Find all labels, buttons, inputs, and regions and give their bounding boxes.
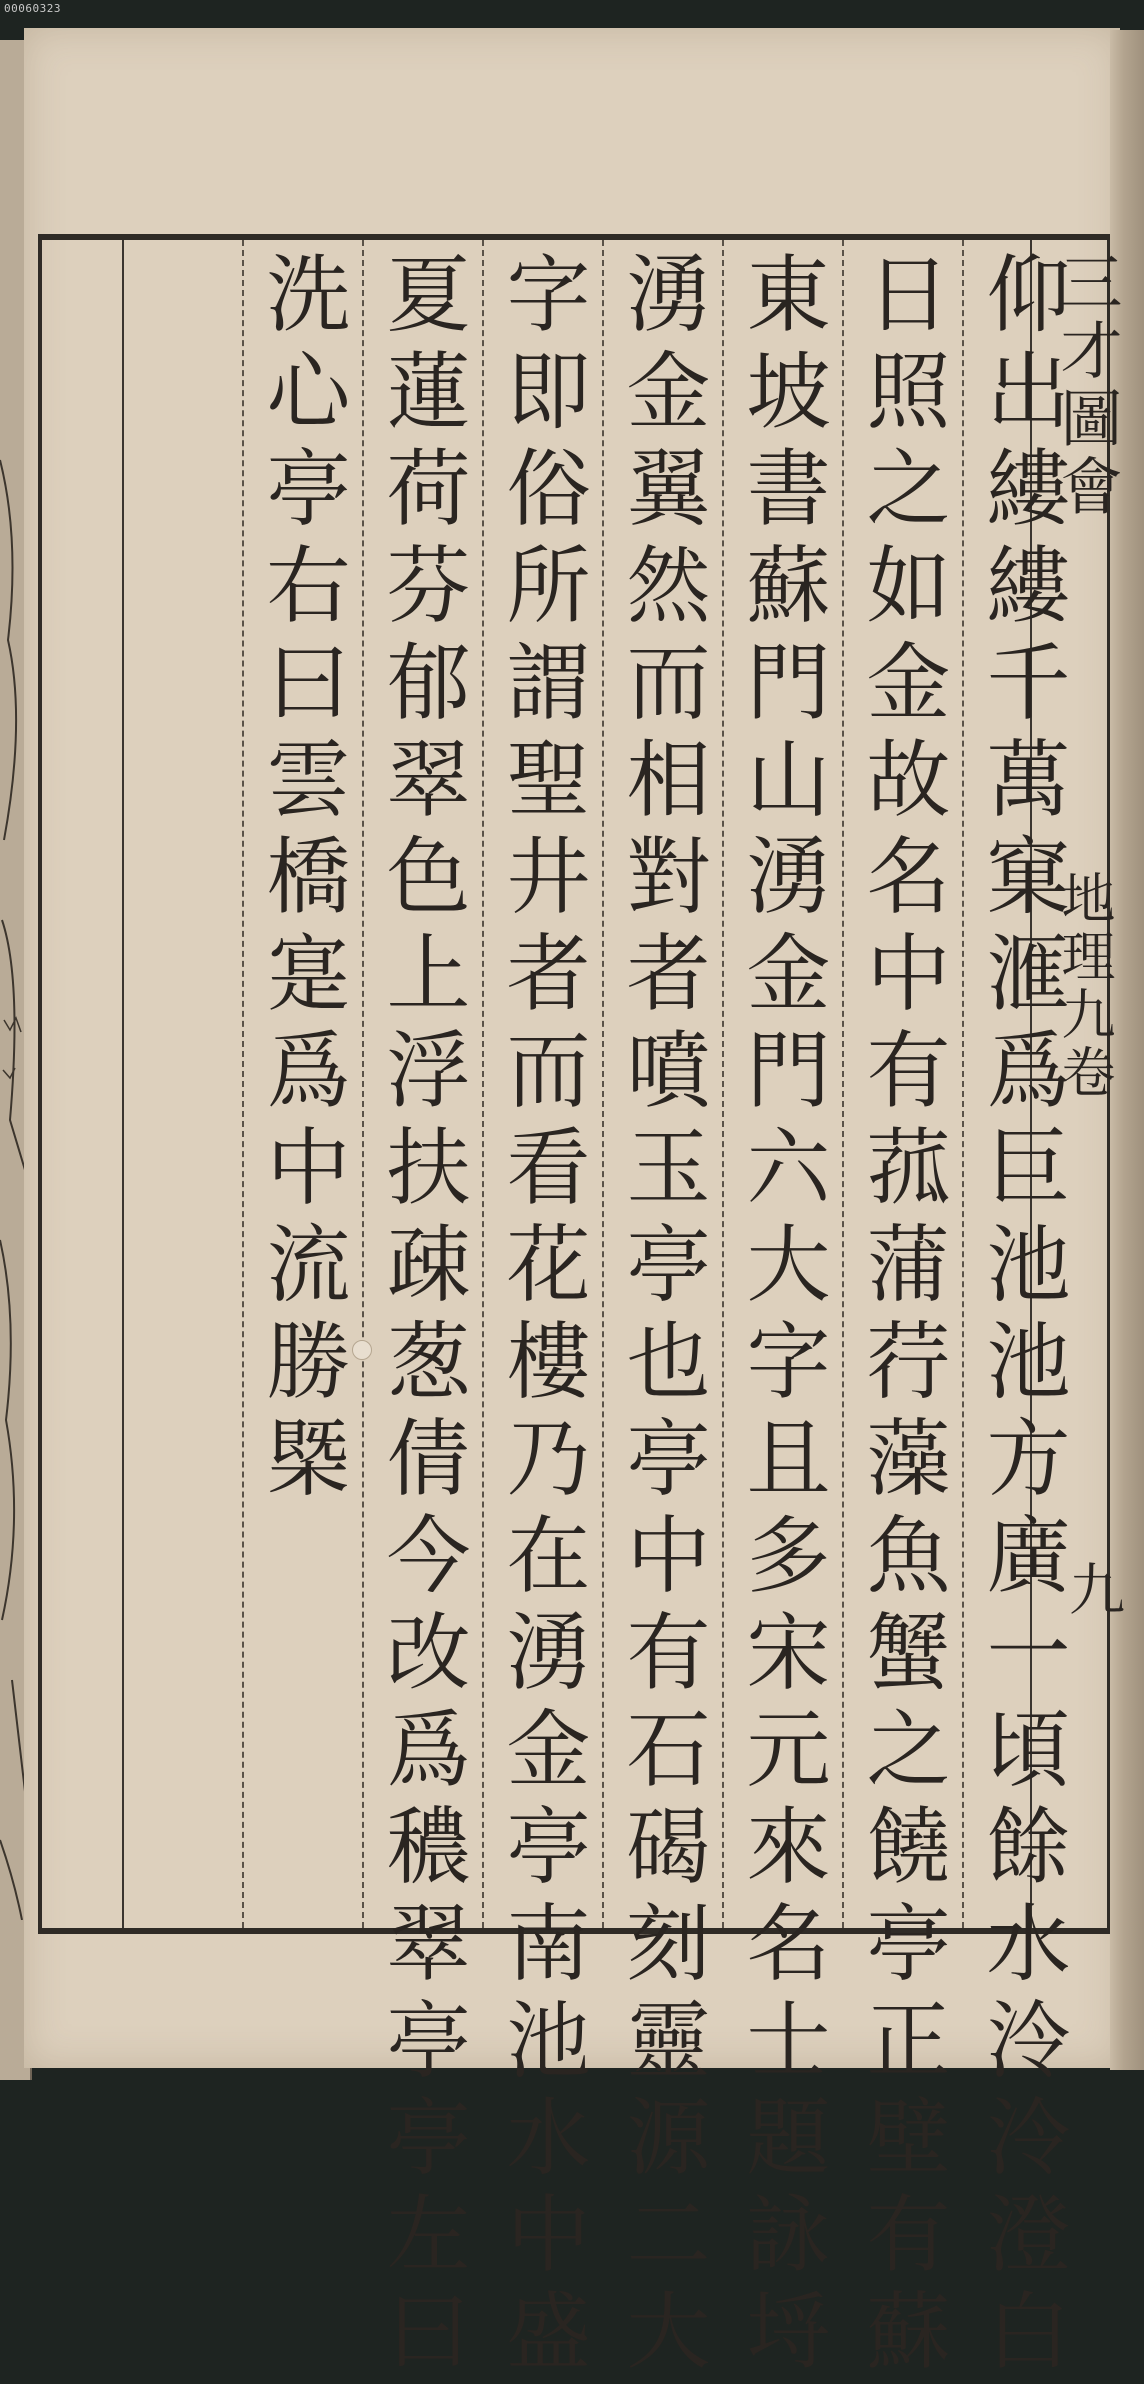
column-rule xyxy=(362,240,364,1928)
worm-hole xyxy=(352,1340,372,1360)
column-rule xyxy=(962,240,964,1928)
text-column: 日照之如金故名中有菰蒲荇藻魚蟹之饒亭正壁有蘇 xyxy=(853,250,951,2384)
column-rule xyxy=(842,240,844,1928)
text-column: 夏蓮荷芬郁翠色上浮扶疎葱倩今改爲穠翠亭亭左曰 xyxy=(373,250,471,2384)
text-column: 湧金翼然而相對者噴玉亭也亭中有石碣刻靈源二大 xyxy=(613,250,711,2384)
text-column: 東坡書蘇門山湧金門六大字且多宋元來名士題詠埒 xyxy=(733,250,831,2384)
text-column: 洗心亭右曰雲橋寔爲中流勝槩 xyxy=(253,250,351,1511)
column-rule xyxy=(122,240,124,1928)
column-rule xyxy=(242,240,244,1928)
book-title: 三才圖會 xyxy=(1050,250,1123,522)
column-rule xyxy=(722,240,724,1928)
column-rule xyxy=(482,240,484,1928)
folio-number: 九 xyxy=(1060,1560,1125,1616)
section-label: 地理九卷 xyxy=(1053,870,1116,1102)
column-rule xyxy=(602,240,604,1928)
text-column: 仰出縷縷千萬窠滙爲巨池池方廣一頃餘水泠泠澄白 xyxy=(973,250,1071,2384)
scan-id-label: 00060323 xyxy=(4,2,61,15)
text-column: 字即俗所謂聖井者而看花樓乃在湧金亭南池水中盛 xyxy=(493,250,591,2384)
